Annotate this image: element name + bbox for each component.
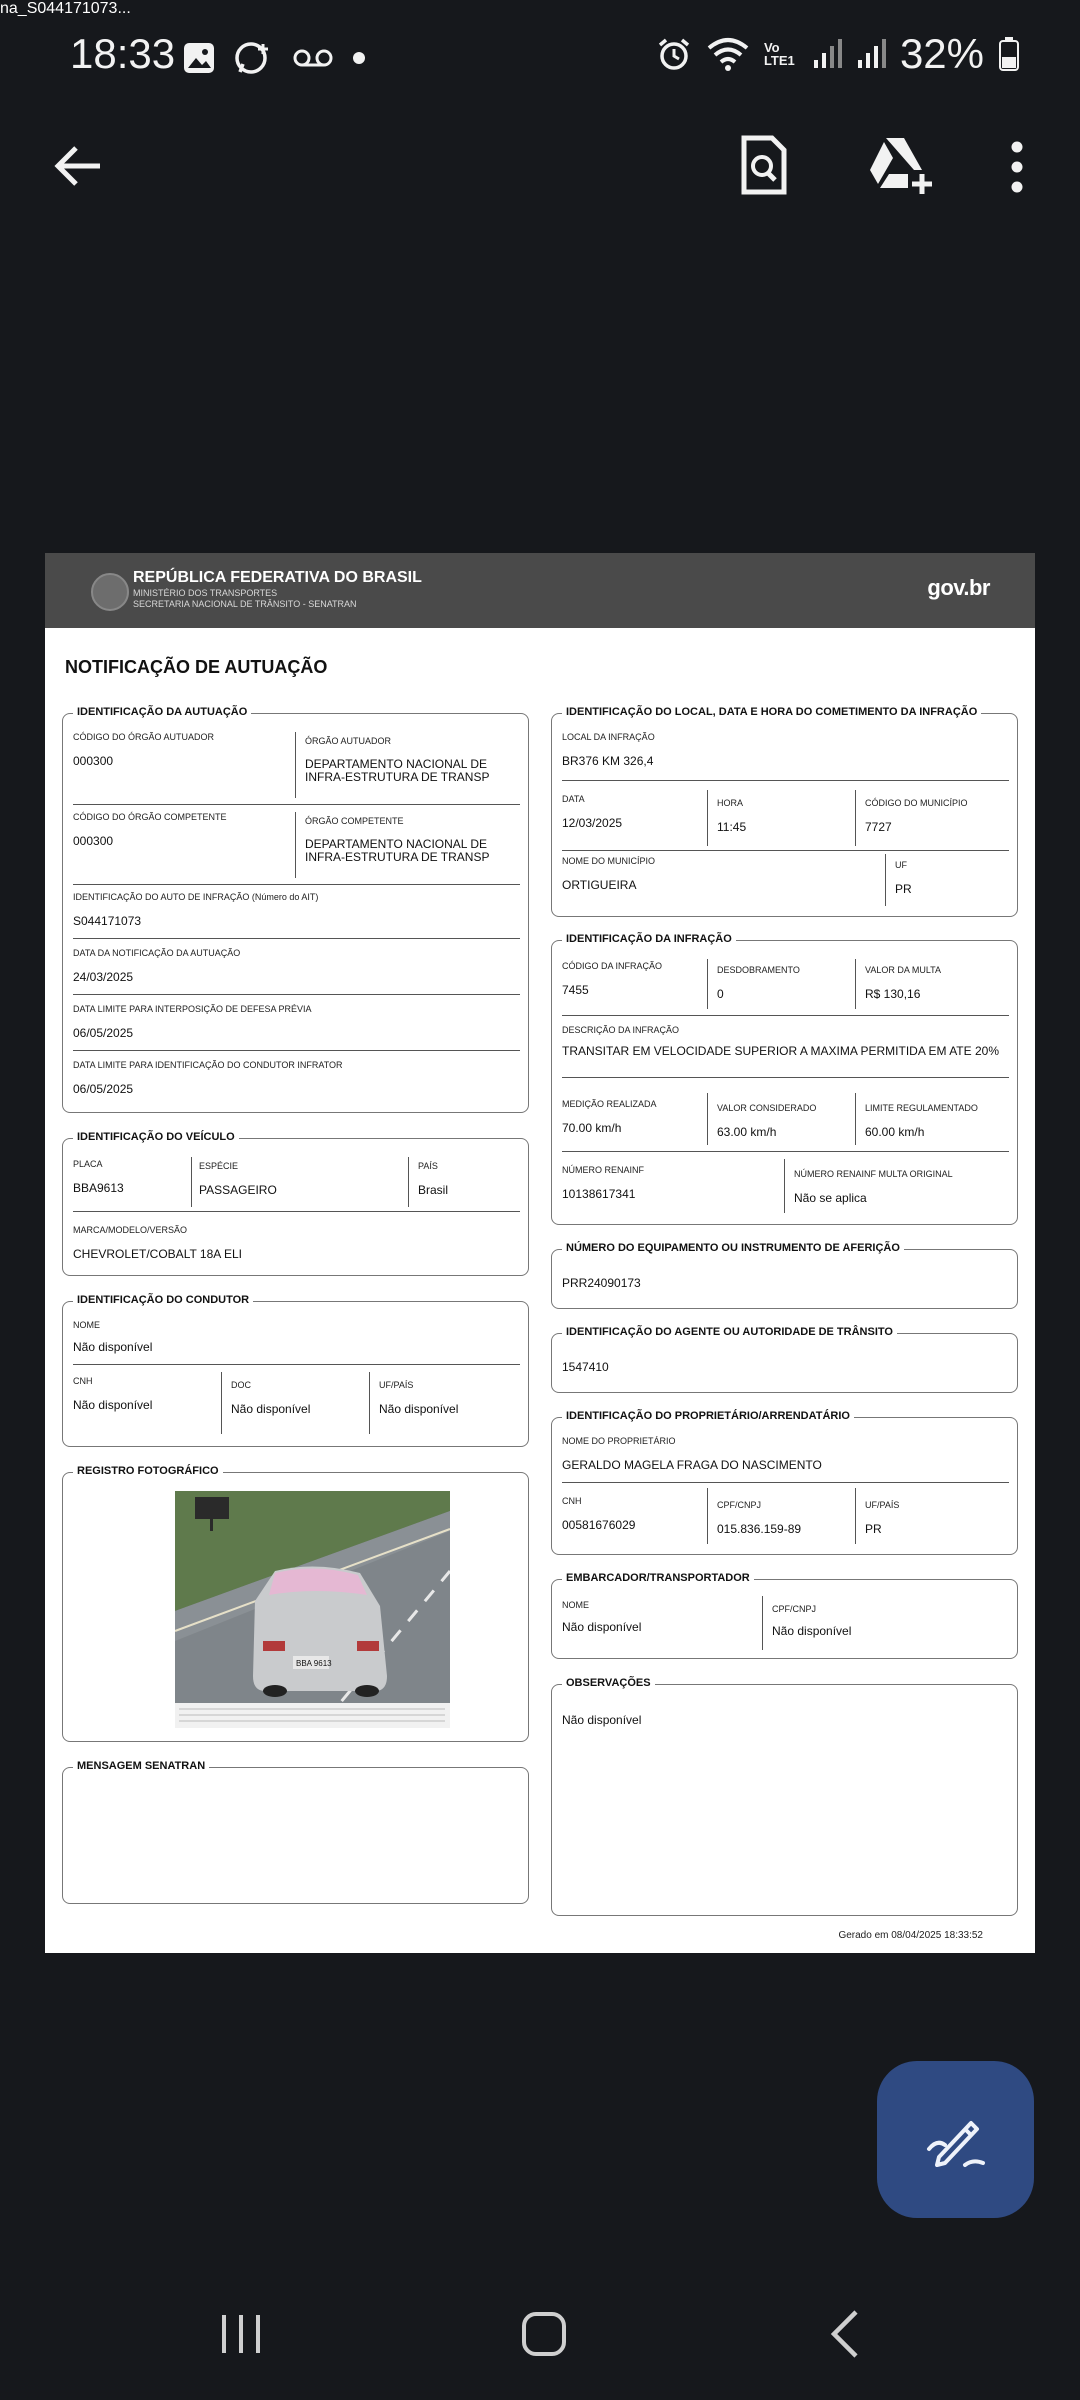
- gallery-icon: [182, 41, 216, 75]
- medicao-realizada: 70.00 km/h: [562, 1121, 622, 1135]
- field-label: CNH: [73, 1376, 93, 1386]
- back-arrow-icon[interactable]: [52, 140, 104, 192]
- section-title: IDENTIFICAÇÃO DO LOCAL, DATA E HORA DO COMETIMENTO DA INFRAÇÃO: [562, 706, 981, 718]
- uf-infracao: PR: [895, 882, 912, 896]
- field-label: CNH: [562, 1496, 582, 1506]
- hora-infracao: 11:45: [717, 820, 747, 834]
- condutor-section: [62, 1294, 529, 1447]
- equipamento-section: [551, 1242, 1018, 1309]
- field-label: CÓDIGO DA INFRAÇÃO: [562, 961, 663, 971]
- section-title: IDENTIFICAÇÃO DO VEÍCULO: [73, 1131, 239, 1143]
- field-label: VALOR DA MULTA: [865, 965, 942, 975]
- drive-add-icon[interactable]: [866, 134, 934, 196]
- document-title: NOTIFICAÇÃO DE AUTUAÇÃO: [65, 657, 328, 677]
- agente-section: [551, 1326, 1018, 1393]
- signal-icon-1: [812, 38, 842, 70]
- especie: PASSAGEIRO: [199, 1183, 277, 1197]
- renainf-original: Não se aplica: [794, 1191, 867, 1205]
- recent-apps-icon[interactable]: [218, 2311, 264, 2357]
- valor-multa: R$ 130,16: [865, 987, 921, 1001]
- field-label: UF/PAÍS: [379, 1380, 414, 1390]
- proprietario-cpf: 015.836.159-89: [717, 1522, 802, 1536]
- field-label: NÚMERO RENAINF: [562, 1165, 645, 1175]
- vehicle-photo[interactable]: [175, 1491, 450, 1728]
- field-label: NÚMERO RENAINF MULTA ORIGINAL: [794, 1169, 953, 1179]
- field-label: HORA: [717, 798, 744, 808]
- section-title: IDENTIFICAÇÃO DO AGENTE OU AUTORIDADE DE TRÂNSITO: [562, 1326, 897, 1338]
- embarcador-nome: Não disponível: [562, 1620, 642, 1634]
- condutor-cnh: Não disponível: [73, 1398, 153, 1412]
- battery-icon: [998, 37, 1020, 71]
- registro-fotografico-section: [62, 1465, 529, 1742]
- battery-percent: 32%: [899, 30, 984, 77]
- system-nav-bar: [0, 2280, 1080, 2380]
- condutor-doc: Não disponível: [231, 1402, 311, 1416]
- edit-fab-button[interactable]: [877, 2061, 1034, 2218]
- section-title: IDENTIFICAÇÃO DO PROPRIETÁRIO/ARRENDATÁRIO: [562, 1410, 854, 1422]
- field-label: CÓDIGO DO MUNICÍPIO: [865, 798, 968, 808]
- autuacao-section: [62, 706, 529, 1113]
- search-document-icon[interactable]: [738, 134, 790, 196]
- marca-modelo: CHEVROLET/COBALT 18A ELI: [73, 1247, 242, 1261]
- descricao-infracao: TRANSITAR EM VELOCIDADE SUPERIOR A MAXIMA PERMITIDA EM ATE 20%: [562, 1044, 999, 1058]
- field-label: ÓRGÃO COMPETENTE: [305, 816, 404, 826]
- field-label: DATA LIMITE PARA INTERPOSIÇÃO DE DEFESA PRÉVIA: [73, 1004, 312, 1014]
- section-title: OBSERVAÇÕES: [562, 1677, 655, 1689]
- field-label: CÓDIGO DO ÓRGÃO COMPETENTE: [73, 812, 227, 822]
- ministry-name: MINISTÉRIO DOS TRANSPORTES: [133, 588, 278, 598]
- signal-icon-2: [856, 38, 886, 70]
- field-label: LOCAL DA INFRAÇÃO: [562, 732, 655, 742]
- veiculo-section: [62, 1131, 529, 1276]
- nav-back-icon[interactable]: [826, 2308, 862, 2360]
- limite-condutor: 06/05/2025: [73, 1082, 134, 1096]
- field-label: PLACA: [73, 1159, 103, 1169]
- alarm-icon: [656, 36, 692, 72]
- whatsapp-icon: [234, 38, 274, 78]
- field-label: NOME: [73, 1320, 100, 1330]
- limite-regulamentado: 60.00 km/h: [865, 1125, 925, 1139]
- generated-timestamp: Gerado em 08/04/2025 18:33:52: [838, 1930, 983, 1941]
- limite-defesa: 06/05/2025: [73, 1026, 134, 1040]
- status-bar: [0, 0, 1080, 120]
- field-label: NOME: [562, 1600, 589, 1610]
- proprietario-section: [551, 1410, 1018, 1555]
- condutor-nome: Não disponível: [73, 1340, 153, 1354]
- field-label: IDENTIFICAÇÃO DO AUTO DE INFRAÇÃO (Número do AIT): [73, 892, 319, 902]
- vehicle-photo-image: [175, 1491, 450, 1728]
- proprietario-nome: GERALDO MAGELA FRAGA DO NASCIMENTO: [562, 1458, 822, 1472]
- field-label: CPF/CNPJ: [717, 1500, 762, 1510]
- local-section: [551, 706, 1018, 917]
- secretariat-name: SECRETARIA NACIONAL DE TRÂNSITO - SENATRAN: [133, 599, 357, 609]
- home-icon[interactable]: [520, 2310, 568, 2358]
- brasil-seal-icon: [91, 573, 129, 611]
- field-label: UF: [895, 860, 907, 870]
- file-title: na_S044171073...: [0, 0, 131, 17]
- field-label: NOME DO PROPRIETÁRIO: [562, 1436, 676, 1446]
- field-label: NOME DO MUNICÍPIO: [562, 856, 656, 866]
- section-title: MENSAGEM SENATRAN: [73, 1760, 209, 1772]
- proprietario-uf: PR: [865, 1522, 882, 1536]
- section-title: IDENTIFICAÇÃO DO CONDUTOR: [73, 1294, 253, 1306]
- section-title: REGISTRO FOTOGRÁFICO: [73, 1465, 223, 1477]
- infracao-section: [551, 933, 1018, 1225]
- document-header: [45, 553, 1035, 628]
- field-label: DATA: [562, 794, 585, 804]
- wifi-icon: [706, 36, 750, 72]
- section-title: NÚMERO DO EQUIPAMENTO OU INSTRUMENTO DE AFERIÇÃO: [562, 1242, 904, 1254]
- section-title: IDENTIFICAÇÃO DA AUTUAÇÃO: [73, 706, 251, 718]
- numero-equipamento: PRR24090173: [562, 1276, 641, 1290]
- voicemail-icon: [292, 46, 334, 70]
- cod-orgao-autuador: 000300: [73, 754, 114, 768]
- govbr-logo: gov.br: [927, 575, 990, 600]
- field-label: DESCRIÇÃO DA INFRAÇÃO: [562, 1025, 680, 1035]
- field-label: DOC: [231, 1380, 251, 1390]
- status-time: 18:33: [70, 30, 176, 77]
- data-notificacao: 24/03/2025: [73, 970, 134, 984]
- field-label: UF/PAÍS: [865, 1500, 900, 1510]
- field-label: VALOR CONSIDERADO: [717, 1103, 817, 1113]
- field-label: DESDOBRAMENTO: [717, 965, 800, 975]
- ait-number: S044171073: [73, 914, 142, 928]
- field-label: DATA LIMITE PARA IDENTIFICAÇÃO DO CONDUTOR INFRATOR: [73, 1060, 343, 1070]
- numero-renainf: 10138617341: [562, 1187, 636, 1201]
- document-page[interactable]: [45, 553, 1035, 1953]
- dot-icon: [352, 51, 366, 65]
- data-infracao: 12/03/2025: [562, 816, 623, 830]
- field-label: LIMITE REGULAMENTADO: [865, 1103, 978, 1113]
- field-label: ESPÉCIE: [199, 1161, 239, 1171]
- embarcador-section: [551, 1572, 1018, 1659]
- embarcador-cpf: Não disponível: [772, 1624, 852, 1638]
- field-label: MEDIÇÃO REALIZADA: [562, 1099, 657, 1109]
- field-label: CÓDIGO DO ÓRGÃO AUTUADOR: [73, 732, 215, 742]
- nome-municipio: ORTIGUEIRA: [562, 878, 637, 892]
- mensagem-senatran-section: [62, 1760, 529, 1904]
- edit-pen-icon: [925, 2109, 987, 2171]
- observacoes-section: [551, 1677, 1018, 1916]
- field-label: PAÍS: [418, 1161, 438, 1171]
- proprietario-cnh: 00581676029: [562, 1518, 636, 1532]
- codigo-infracao: 7455: [562, 983, 589, 997]
- field-label: ÓRGÃO AUTUADOR: [305, 736, 392, 746]
- orgao-competente: DEPARTAMENTO NACIONAL DE INFRA-ESTRUTURA DE TRANSP: [305, 837, 490, 864]
- pais: Brasil: [418, 1183, 449, 1197]
- field-label: CPF/CNPJ: [772, 1604, 817, 1614]
- field-label: MARCA/MODELO/VERSÃO: [73, 1225, 188, 1235]
- more-options-icon[interactable]: [1008, 140, 1026, 194]
- section-title: IDENTIFICAÇÃO DA INFRAÇÃO: [562, 933, 736, 945]
- section-title: EMBARCADOR/TRANSPORTADOR: [562, 1572, 754, 1584]
- desdobramento: 0: [717, 987, 724, 1001]
- agente-id: 1547410: [562, 1360, 609, 1374]
- photo-plate-text: BBA 9613: [296, 1659, 332, 1668]
- republic-title: REPÚBLICA FEDERATIVA DO BRASIL: [133, 569, 422, 586]
- observacoes-text: Não disponível: [562, 1713, 642, 1727]
- field-label: DATA DA NOTIFICAÇÃO DA AUTUAÇÃO: [73, 948, 241, 958]
- cod-municipio: 7727: [865, 820, 892, 834]
- cod-orgao-competente: 000300: [73, 834, 114, 848]
- placa: BBA9613: [73, 1181, 124, 1195]
- orgao-autuador: DEPARTAMENTO NACIONAL DE INFRA-ESTRUTURA DE TRANSP: [305, 757, 490, 784]
- condutor-uf: Não disponível: [379, 1402, 459, 1416]
- valor-considerado: 63.00 km/h: [717, 1125, 777, 1139]
- local-infracao: BR376 KM 326,4: [562, 754, 654, 768]
- network-type: Vo LTE1: [763, 40, 795, 68]
